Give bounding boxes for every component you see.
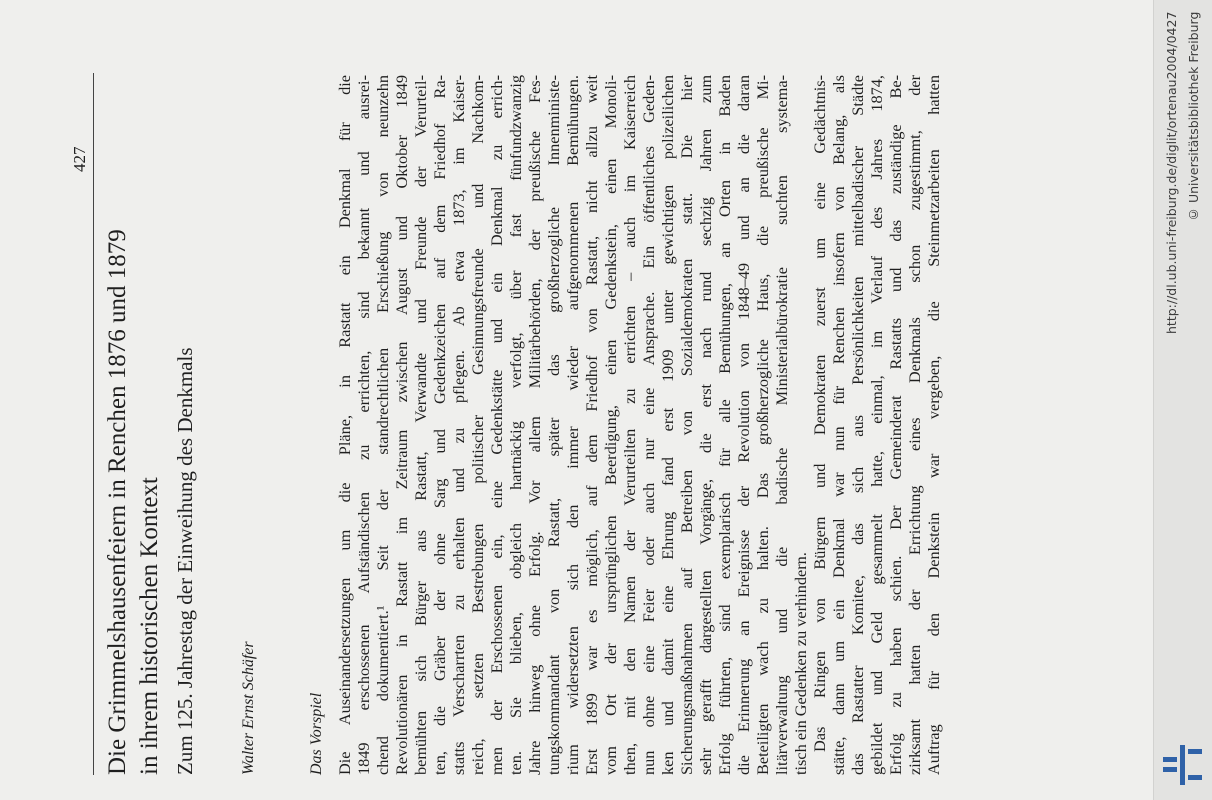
- body-line: chend dokumentiert.¹ Seit der standrechtlichen Erschießung von neunzehn: [373, 75, 392, 775]
- viewer-sidebar: [1153, 0, 1212, 800]
- body-line: nun ohne eine Feier oder auch nur eine Ansprache. Ein öffentliches Geden-: [639, 75, 658, 775]
- body-line: sehr gerafft dargestellten Vorgänge, die erst nach rund sechzig Jahren zum: [696, 75, 715, 775]
- body-line: litärverwaltung und die badische Ministerialbürokratie suchten systema-: [772, 75, 791, 775]
- body-line: die Erinnerung an Ereignisse der Revolution von 1848–49 und an die daran: [734, 75, 753, 775]
- article-title-line-2: in ihrem historischen Kontext: [136, 477, 163, 775]
- body-line: tisch ein Gedenken zu verhindern.: [791, 552, 810, 775]
- body-line: Jahre hinweg ohne Erfolg. Vor allem Militärbehörden, der preußische Fes-: [525, 75, 544, 775]
- body-line: men der Erschossenen ein, eine Gedenkstätte und ein Denkmal zu errich-: [487, 75, 506, 775]
- copyright-notice: © Universitätsbibliothek Freiburg: [1186, 12, 1201, 223]
- body-line: gebildet und Geld gesammelt hatte, einmal, im Verlauf des Jahres 1874,: [867, 75, 886, 775]
- body-line: ten. Sie blieben, obgleich hartnäckig verfolgt, über fast fünfundzwanzig: [506, 75, 525, 775]
- body-line: Das Ringen von Bürgern und Demokraten zuerst um eine Gedächtnis-: [810, 75, 829, 752]
- library-logo-icon: [1163, 745, 1203, 785]
- body-line: statts Verscharrten zu erhalten und zu pflegen. Ab etwa 1873, im Kaiser-: [449, 75, 468, 775]
- body-line: 1849 erschossenen Aufständischen zu errichten, sind bekannt und ausrei-: [354, 75, 373, 775]
- body-line: Beteiligten wach zu halten. Das großherzogliche Haus, die preußische Mi-: [753, 75, 772, 775]
- body-line: bemühten sich Bürger aus Rastatt, Verwandte und Freunde der Verurteil-: [411, 75, 430, 775]
- body-line: Sicherungsmaßnahmen auf Betreiben von Sozialdemokraten statt. Die hier: [677, 75, 696, 775]
- source-url-link[interactable]: http://dl.ub.uni-freiburg.de/diglit/ortenau2004/0427: [1164, 12, 1179, 335]
- body-line: das Rastatter Komitee, das sich aus Persönlichkeiten mittelbadischer Städte: [848, 75, 867, 775]
- body-line: vom Ort der ursprünglichen Beerdigung, einen Gedenkstein, einen Monoli-: [601, 75, 620, 775]
- article-title-line-1: Die Grimmelshausenfeiern in Renchen 1876 und 1879: [104, 229, 131, 775]
- body-line: ten, die Gräber der ohne Sarg und Gedenkzeichen auf dem Friedhof Ra-: [430, 75, 449, 775]
- body-line: stätte, dann um ein Denkmal war nun für Renchen insofern von Belang, als: [829, 75, 848, 775]
- body-line: Erfolg führten, sind exemplarisch für alle Bemühungen, an Orten in Baden: [715, 75, 734, 775]
- body-line: ken und damit eine Ehrung fand erst 1909 unter gewichtigen polizeilichen: [658, 75, 677, 775]
- body-line: then, mit den Namen der Verurteilten zu errichten – auch im Kaiserreich: [620, 75, 639, 775]
- body-line: Erst 1899 war es möglich, auf dem Friedhof von Rastatt, nicht allzu weit: [582, 75, 601, 775]
- body-line: Auftrag für den Denkstein war vergeben, die Steinmetzarbeiten hatten: [924, 75, 943, 775]
- body-line: zirksamt hatten der Errichtung eines Denkmals schon zugestimmt, der: [905, 75, 924, 775]
- section-heading: Das Vorspiel: [308, 692, 325, 775]
- author-name: Walter Ernst Schäfer: [240, 641, 257, 775]
- body-line: Erfolg zu haben schien. Der Gemeinderat Rastatts und das zuständige Be-: [886, 75, 905, 775]
- body-line: tungskommandant von Rastatt, später das großherzogliche Innenministe-: [544, 75, 563, 775]
- body-line: rium widersetzten sich den immer wieder aufgenommenen Bemühungen.: [563, 75, 582, 775]
- header-rule: [93, 73, 94, 775]
- body-line: Die Auseinandersetzungen um die Pläne, in Rastatt ein Denkmal für die: [335, 75, 354, 775]
- page-number: 427: [70, 146, 89, 172]
- body-line: reich, setzten Bestrebungen politischer Gesinnungsfreunde und Nachkom-: [468, 75, 487, 775]
- body-line: Revolutionären in Rastatt im Zeitraum zwischen August und Oktober 1849: [392, 75, 411, 775]
- article-subtitle: Zum 125. Jahrestag der Einweihung des Denkmals: [173, 347, 197, 775]
